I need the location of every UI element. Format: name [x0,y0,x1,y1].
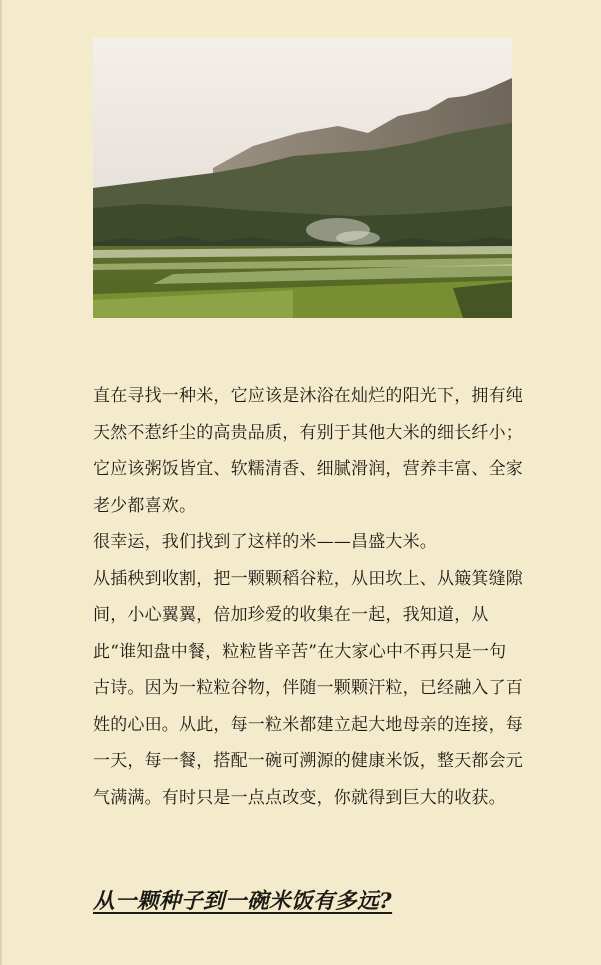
article-paragraph-2: 很幸运，我们找到了这样的米——昌盛大米。 [93,532,437,552]
article-paragraph-1: 直在寻找一种米，它应该是沐浴在灿烂的阳光下，拥有纯天然不惹纤尘的高贵品质，有别于其他大米的细长纤小；它应该粥饭皆宜、软糯清香、细腻滑润，营养丰富、全家老少都喜欢。 [93,386,523,516]
hero-image-rice-field [93,38,512,318]
article-body [93,378,523,816]
section-title-link[interactable]: 从一颗种子到一碗米饭有多远? [93,889,393,914]
article-paragraph-3: 从插秧到收割，把一颗颗稻谷粒，从田坎上、从簸箕缝隙间，小心翼翼，倍加珍爱的收集在一起，我知道，从此“谁知盘中餐，粒粒皆辛苦”在大家心中不再只是一句古诗。因为一粒粒谷物，伴随一颗颗汗粒，已经融入了百姓的心田。从此，每一粒米都建立起大地母亲的连接，每一天，每一餐，搭配一碗可溯源的健康米饭，整天都会元气满满。有时只是一点点改变，你就得到巨大的收获。 [93,568,523,808]
left-edge-line [0,0,2,965]
